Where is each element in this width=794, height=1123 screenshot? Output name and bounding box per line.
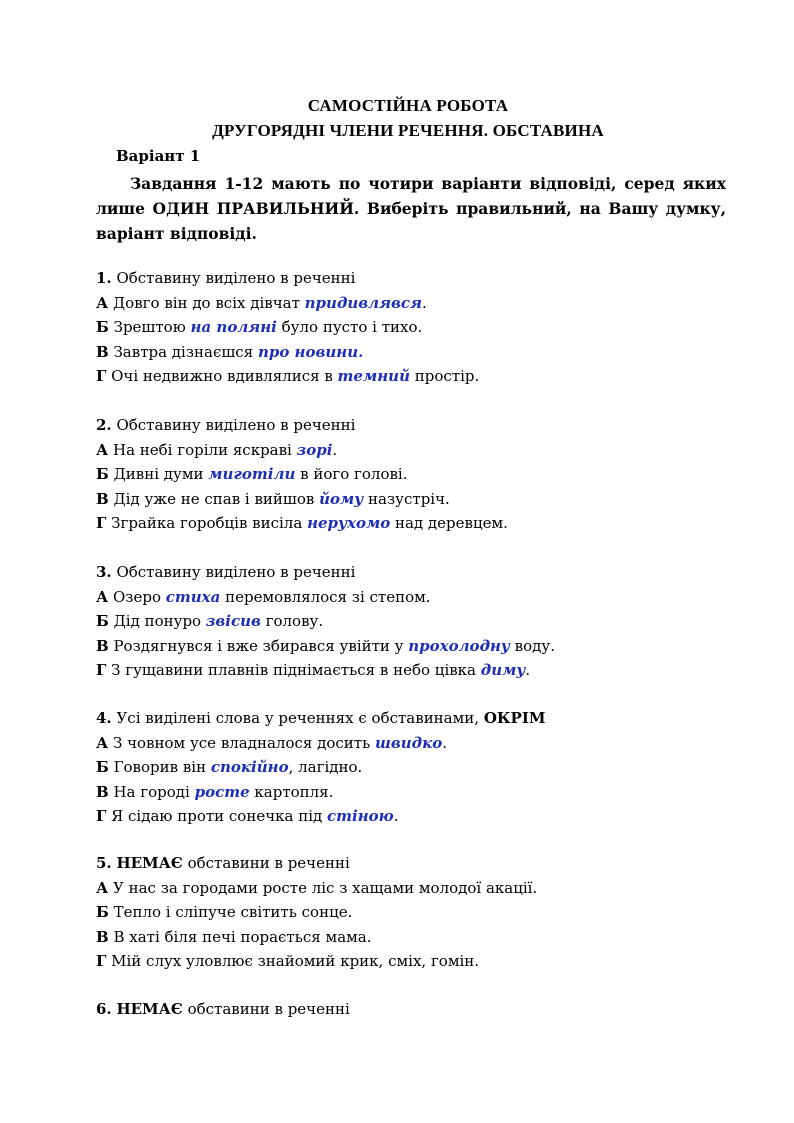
option-letter: В [96,782,109,801]
answer-option[interactable] [96,438,736,463]
option-text-before: З човном усе владналося досить [108,733,376,752]
option-text-before: Очі недвижно вдивлялися в [106,367,338,385]
prompt-text: обставини в реченні [182,1000,350,1018]
prompt-emphasis: НЕМАЄ [116,854,183,872]
variant-label: Варіант 1 [116,147,201,165]
highlighted-word: йому [319,489,364,508]
highlighted-word: темний [337,367,410,385]
option-text-before: На небі горіли яскраві [108,440,297,459]
option-letter: Б [96,758,109,776]
answer-option[interactable] [96,462,736,487]
question-number: 4. [96,709,112,727]
option-letter: Б [96,318,109,336]
highlighted-word: нерухомо [307,514,391,532]
question-5 [96,851,736,974]
question-number: 5. [96,854,112,872]
option-letter: Г [96,514,107,532]
option-letter: А [96,440,109,459]
question-number: 6. [96,1000,112,1018]
instructions-text: Завдання 1-12 мають по чотири варіанти відповіді, серед яких лише ОДИН ПРАВИЛЬНИЙ. Виберіть правильний, на Вашу думку, варіант відповіді. [96,174,726,243]
option-text-after: було пусто і тихо. [276,318,423,336]
option-text-after: воду. [509,636,555,655]
option-text-after: картопля. [249,782,334,801]
option-text-before: Зграйка горобців висіла [106,514,308,532]
question-number: 2. [96,416,112,434]
question-4 [96,706,736,829]
option-text-after: простір. [409,367,480,385]
answer-option[interactable] [96,804,736,829]
question-prompt [96,266,736,291]
highlighted-word: зорі [296,440,333,459]
option-text-before: З гущавини плавнів піднімається в небо цівка [106,661,481,679]
option-text-before: Роздягнувся і вже збирався увійти у [108,636,409,655]
option-text-before: Довго він до всіх дівчат [108,293,305,312]
highlighted-word: придивлявся [304,293,422,312]
answer-option[interactable] [96,925,736,950]
question-1 [96,266,736,389]
option-letter: Б [96,465,109,483]
option-letter: А [96,733,109,752]
option-text-after: . [332,440,338,459]
option-text-after: . [421,293,427,312]
option-text-after: назустріч. [363,489,450,508]
answer-option[interactable] [96,585,736,610]
question-number: 3. [96,563,112,581]
prompt-emphasis: НЕМАЄ [116,1000,183,1018]
option-text-before: Дивні думи [108,465,209,483]
option-text-after: , лагідно. [288,758,363,776]
answer-option[interactable] [96,511,736,536]
question-prompt [96,997,736,1022]
option-text-after: голову. [260,612,324,630]
option-text-after: в його голові. [295,465,408,483]
option-letter: А [96,293,109,312]
question-6 [96,997,736,1022]
question-prompt [96,413,736,438]
option-letter: В [96,489,109,508]
question-number: 1. [96,269,112,287]
document-subtitle: ДРУГОРЯДНІ ЧЛЕНИ РЕЧЕННЯ. ОБСТАВИНА [212,121,604,140]
prompt-text: Обставину виділено в реченні [116,269,356,287]
answer-option[interactable] [96,876,736,901]
answer-option[interactable] [96,364,736,389]
option-text-before: Тепло і сліпуче світить сонце. [108,903,353,921]
option-letter: Г [96,952,107,970]
answer-option[interactable] [96,949,736,974]
option-text-before: Я сідаю проти сонечка під [106,807,328,825]
question-prompt [96,560,736,585]
question-3 [96,560,736,683]
question-2 [96,413,736,536]
document-title: САМОСТІЙНА РОБОТА [307,96,509,115]
option-letter: Б [96,612,109,630]
answer-option[interactable] [96,780,736,805]
option-letter: А [96,878,109,897]
option-text-before: Озеро [108,587,166,606]
option-text-before: У нас за городами росте ліс з хащами молодої акації. [108,878,538,897]
answer-option[interactable] [96,291,736,316]
answer-option[interactable] [96,900,736,925]
option-text-before: На городі [108,782,195,801]
option-text-after: . [525,661,531,679]
question-prompt [96,706,736,731]
highlighted-word: про новини. [257,342,364,361]
highlighted-word: стиха [165,587,221,606]
answer-option[interactable] [96,731,736,756]
option-text-before: Говорив він [108,758,211,776]
prompt-text: Обставину виділено в реченні [116,563,356,581]
instructions [96,171,726,246]
highlighted-word: прохолодну [408,636,510,655]
option-letter: Г [96,661,107,679]
option-letter: Г [96,807,107,825]
option-letter: А [96,587,109,606]
answer-option[interactable] [96,340,736,365]
option-text-before: Зрештою [108,318,191,336]
option-letter: Б [96,903,109,921]
option-text-before: В хаті біля печі порається мама. [108,927,372,946]
option-text-before: Дід понуро [108,612,206,630]
question-prompt [96,851,736,876]
option-letter: В [96,927,109,946]
answer-option[interactable] [96,487,736,512]
prompt-text: Обставину виділено в реченні [116,416,356,434]
highlighted-word: диму [480,661,526,679]
highlighted-word: на поляні [190,318,277,336]
prompt-text: Усі виділені слова у реченнях є обставинами, [116,709,484,727]
answer-option[interactable] [96,609,736,634]
prompt-text: обставини в реченні [182,854,350,872]
option-text-after: . [393,807,399,825]
option-letter: Г [96,367,107,385]
option-text-after: . [442,733,448,752]
option-text-after: над деревцем. [390,514,508,532]
option-text-before: Дід уже не спав і вийшов [108,489,320,508]
highlighted-word: швидко [375,733,443,752]
option-letter: В [96,636,109,655]
answer-option[interactable] [96,658,736,683]
highlighted-word: звісив [205,612,261,630]
answer-option[interactable] [96,755,736,780]
highlighted-word: миготіли [208,465,296,483]
option-letter: В [96,342,109,361]
option-text-before: Завтра дізнаєшся [108,342,258,361]
prompt-emphasis: ОКРІМ [483,709,546,727]
answer-option[interactable] [96,634,736,659]
highlighted-word: стіною [327,807,394,825]
option-text-after: перемовлялося зі степом. [220,587,431,606]
answer-option[interactable] [96,315,736,340]
option-text-before: Мій слух уловлює знайомий крик, сміх, гомін. [106,952,480,970]
highlighted-word: росте [194,782,250,801]
highlighted-word: спокійно [210,758,289,776]
